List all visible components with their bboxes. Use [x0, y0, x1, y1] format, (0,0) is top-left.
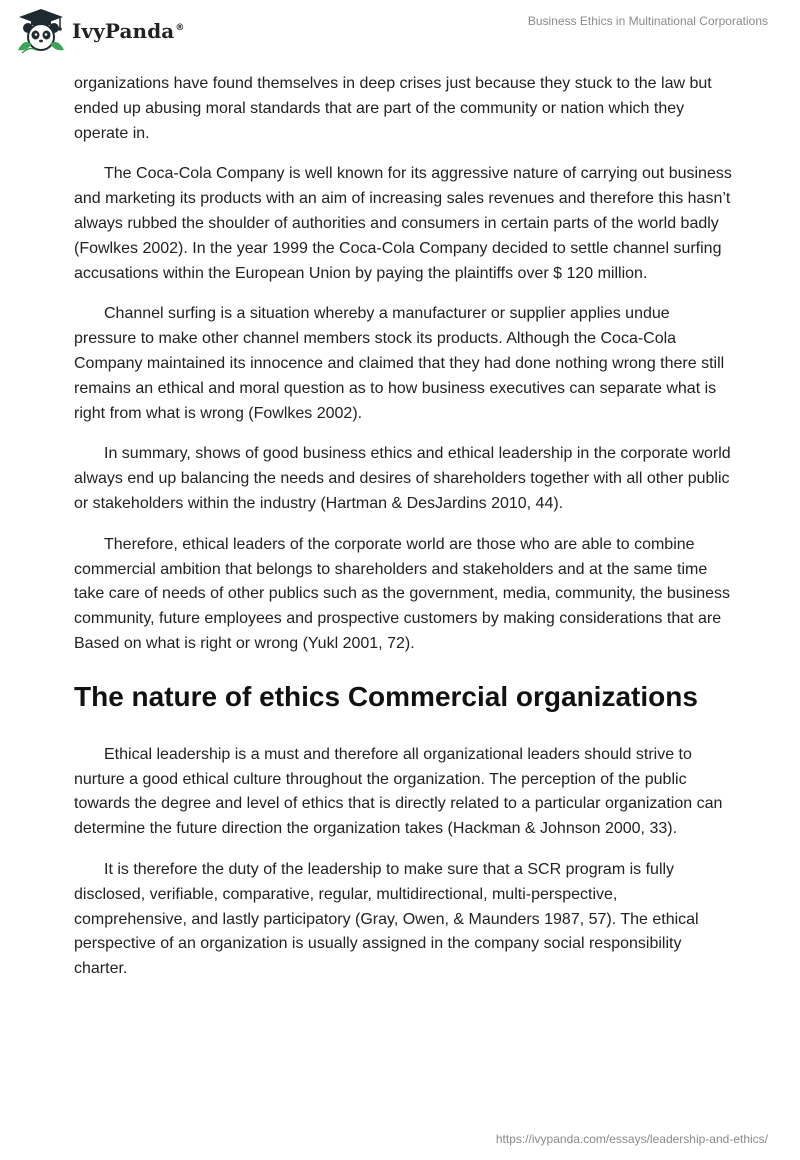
paragraph: The Coca-Cola Company is well known for its aggressive nature of carrying out business and marketing its products with an aim of increasing sales revenues and therefore this hasn’t always rubbed the shoulder of authorities and consumers in certain parts of the world badly (Fowlkes 2002). In the year 1999 the Coca-Cola Company decided to settle channel surfing accusations within the European Union by paying the plaintiffs over $ 120 million. [74, 165, 732, 282]
source-url-link[interactable]: https://ivypanda.com/essays/leadership-and-ethics/ [495, 1132, 768, 1146]
essay-content [74, 72, 734, 998]
ivypanda-logo[interactable] [16, 8, 184, 54]
paragraph: In summary, shows of good business ethics and ethical leadership in the corporate world always end up balancing the needs and desires of shareholders together with all other public or stakeholders within the industry (Hartman & DesJardins 2010, 44). [74, 445, 731, 512]
brand-name: IvyPanda® [72, 19, 185, 43]
panda-graduate-icon [16, 8, 66, 54]
registered-mark: ® [175, 23, 185, 34]
paragraph: It is therefore the duty of the leadership to make sure that a SCR program is fully disclosed, verifiable, comparative, regular, multidirectional, multi-perspective, comprehensive, and lastly participatory (Gray, Owen, & Maunders 1987, 57). The ethical perspective of an organization is usually assigned in the company social responsibility charter. [74, 860, 699, 978]
paragraph: organizations have found themselves in deep crises just because they stuck to the law but ended up abusing moral standards that are part of the community or nation which they operate in. [74, 75, 712, 142]
paragraph: Channel surfing is a situation whereby a manufacturer or supplier applies undue pressure to make other channel members stock its products. Although the Coca-Cola Company maintained its innocence and claimed that they had done nothing wrong there still remains an ethical and moral question as to how business executives can separate what is right from what is wrong (Fowlkes 2002). [74, 305, 725, 422]
section-heading: The nature of ethics Commercial organizations [74, 680, 698, 712]
page-header [0, 0, 800, 60]
paragraph: Therefore, ethical leaders of the corporate world are those who are able to combine commercial ambition that belongs to shareholders and stakeholders and at the same time take care of needs of other publics such as the government, media, community, the business community, future employees and prospective customers by making considerations that are Based on what is right or wrong (Yukl 2001, 72). [74, 535, 731, 652]
document-title: Business Ethics in Multinational Corporations [527, 14, 768, 28]
paragraph: Ethical leadership is a must and therefore all organizational leaders should strive to nurture a good ethical culture throughout the organization. The perception of the public towards the degree and level of ethics that is directly related to a particular organization can determine the future direction the organization takes (Hackman & Johnson 2000, 33). [74, 745, 723, 838]
